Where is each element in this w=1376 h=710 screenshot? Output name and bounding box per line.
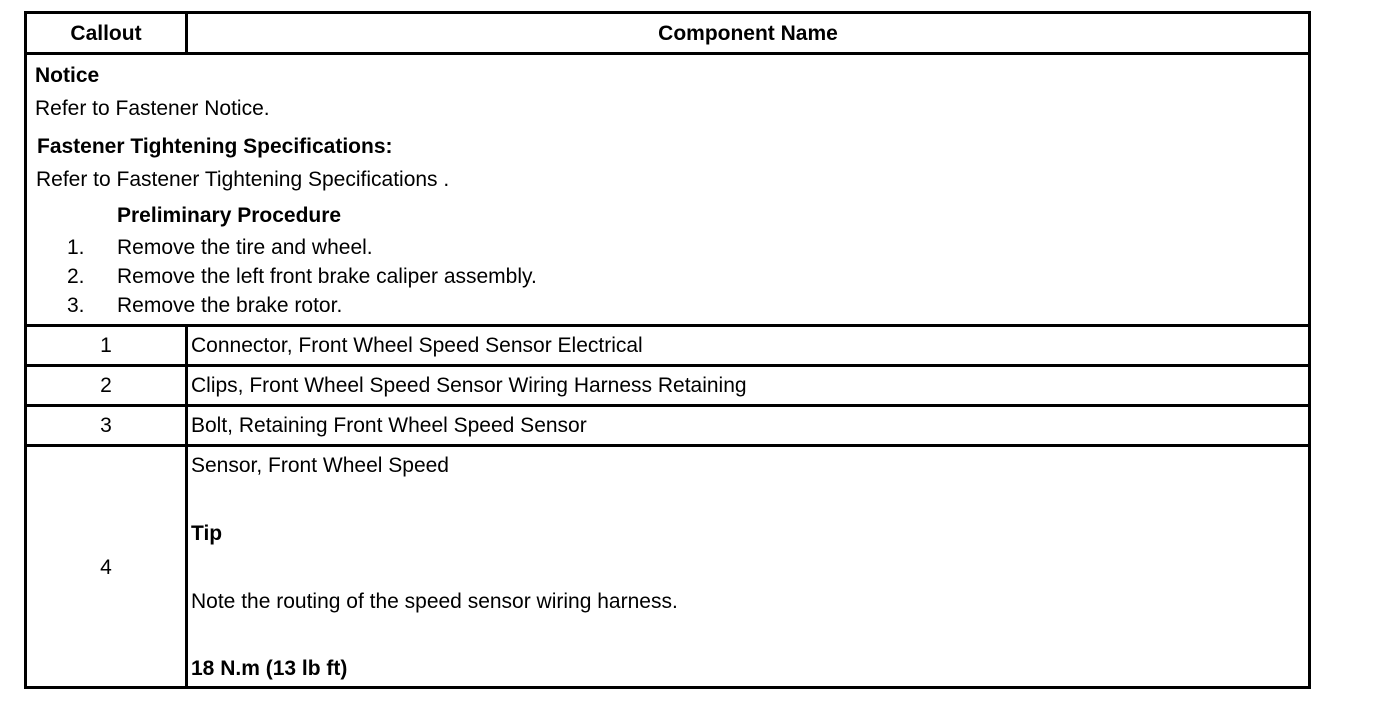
step-text: Remove the tire and wheel.: [117, 236, 373, 259]
table-row-callout: 4: [100, 556, 112, 579]
table-row-name: Bolt, Retaining Front Wheel Speed Sensor: [191, 414, 587, 437]
intro-rule: [27, 324, 1308, 327]
header-rule: [27, 52, 1308, 55]
component-table: [24, 11, 1311, 689]
row-rule: [27, 364, 1308, 367]
notice-text: Refer to Fastener Notice.: [35, 97, 270, 120]
tip-text: Note the routing of the speed sensor wiring harness.: [191, 590, 678, 613]
header-callout: Callout: [70, 22, 142, 45]
notice-heading: Notice: [35, 64, 100, 87]
row-divider: [185, 407, 188, 444]
row-divider: [185, 367, 188, 404]
step-text: Remove the brake rotor.: [117, 294, 343, 317]
row-divider: [185, 447, 188, 686]
table-row-name: Sensor, Front Wheel Speed: [191, 454, 449, 477]
spec-heading: Fastener Tightening Specifications:: [37, 135, 393, 158]
row-divider: [185, 327, 188, 364]
step-number: 2.: [67, 265, 85, 288]
table-row-callout: 1: [100, 334, 112, 357]
table-row-callout: 2: [100, 374, 112, 397]
step-number: 3.: [67, 294, 85, 317]
header-component-name: Component Name: [658, 22, 838, 45]
table-row-name: Clips, Front Wheel Speed Sensor Wiring Harness Retaining: [191, 374, 747, 397]
torque-spec: 18 N.m (13 lb ft): [191, 657, 348, 680]
tip-heading: Tip: [191, 522, 223, 545]
spec-text: Refer to Fastener Tightening Specifications .: [36, 168, 450, 191]
step-number: 1.: [67, 236, 85, 259]
step-text: Remove the left front brake caliper assembly.: [117, 265, 537, 288]
table-row-name: Connector, Front Wheel Speed Sensor Electrical: [191, 334, 643, 357]
procedure-heading: Preliminary Procedure: [117, 204, 342, 227]
row-rule: [27, 444, 1308, 447]
row-rule: [27, 404, 1308, 407]
table-row-callout: 3: [100, 414, 112, 437]
